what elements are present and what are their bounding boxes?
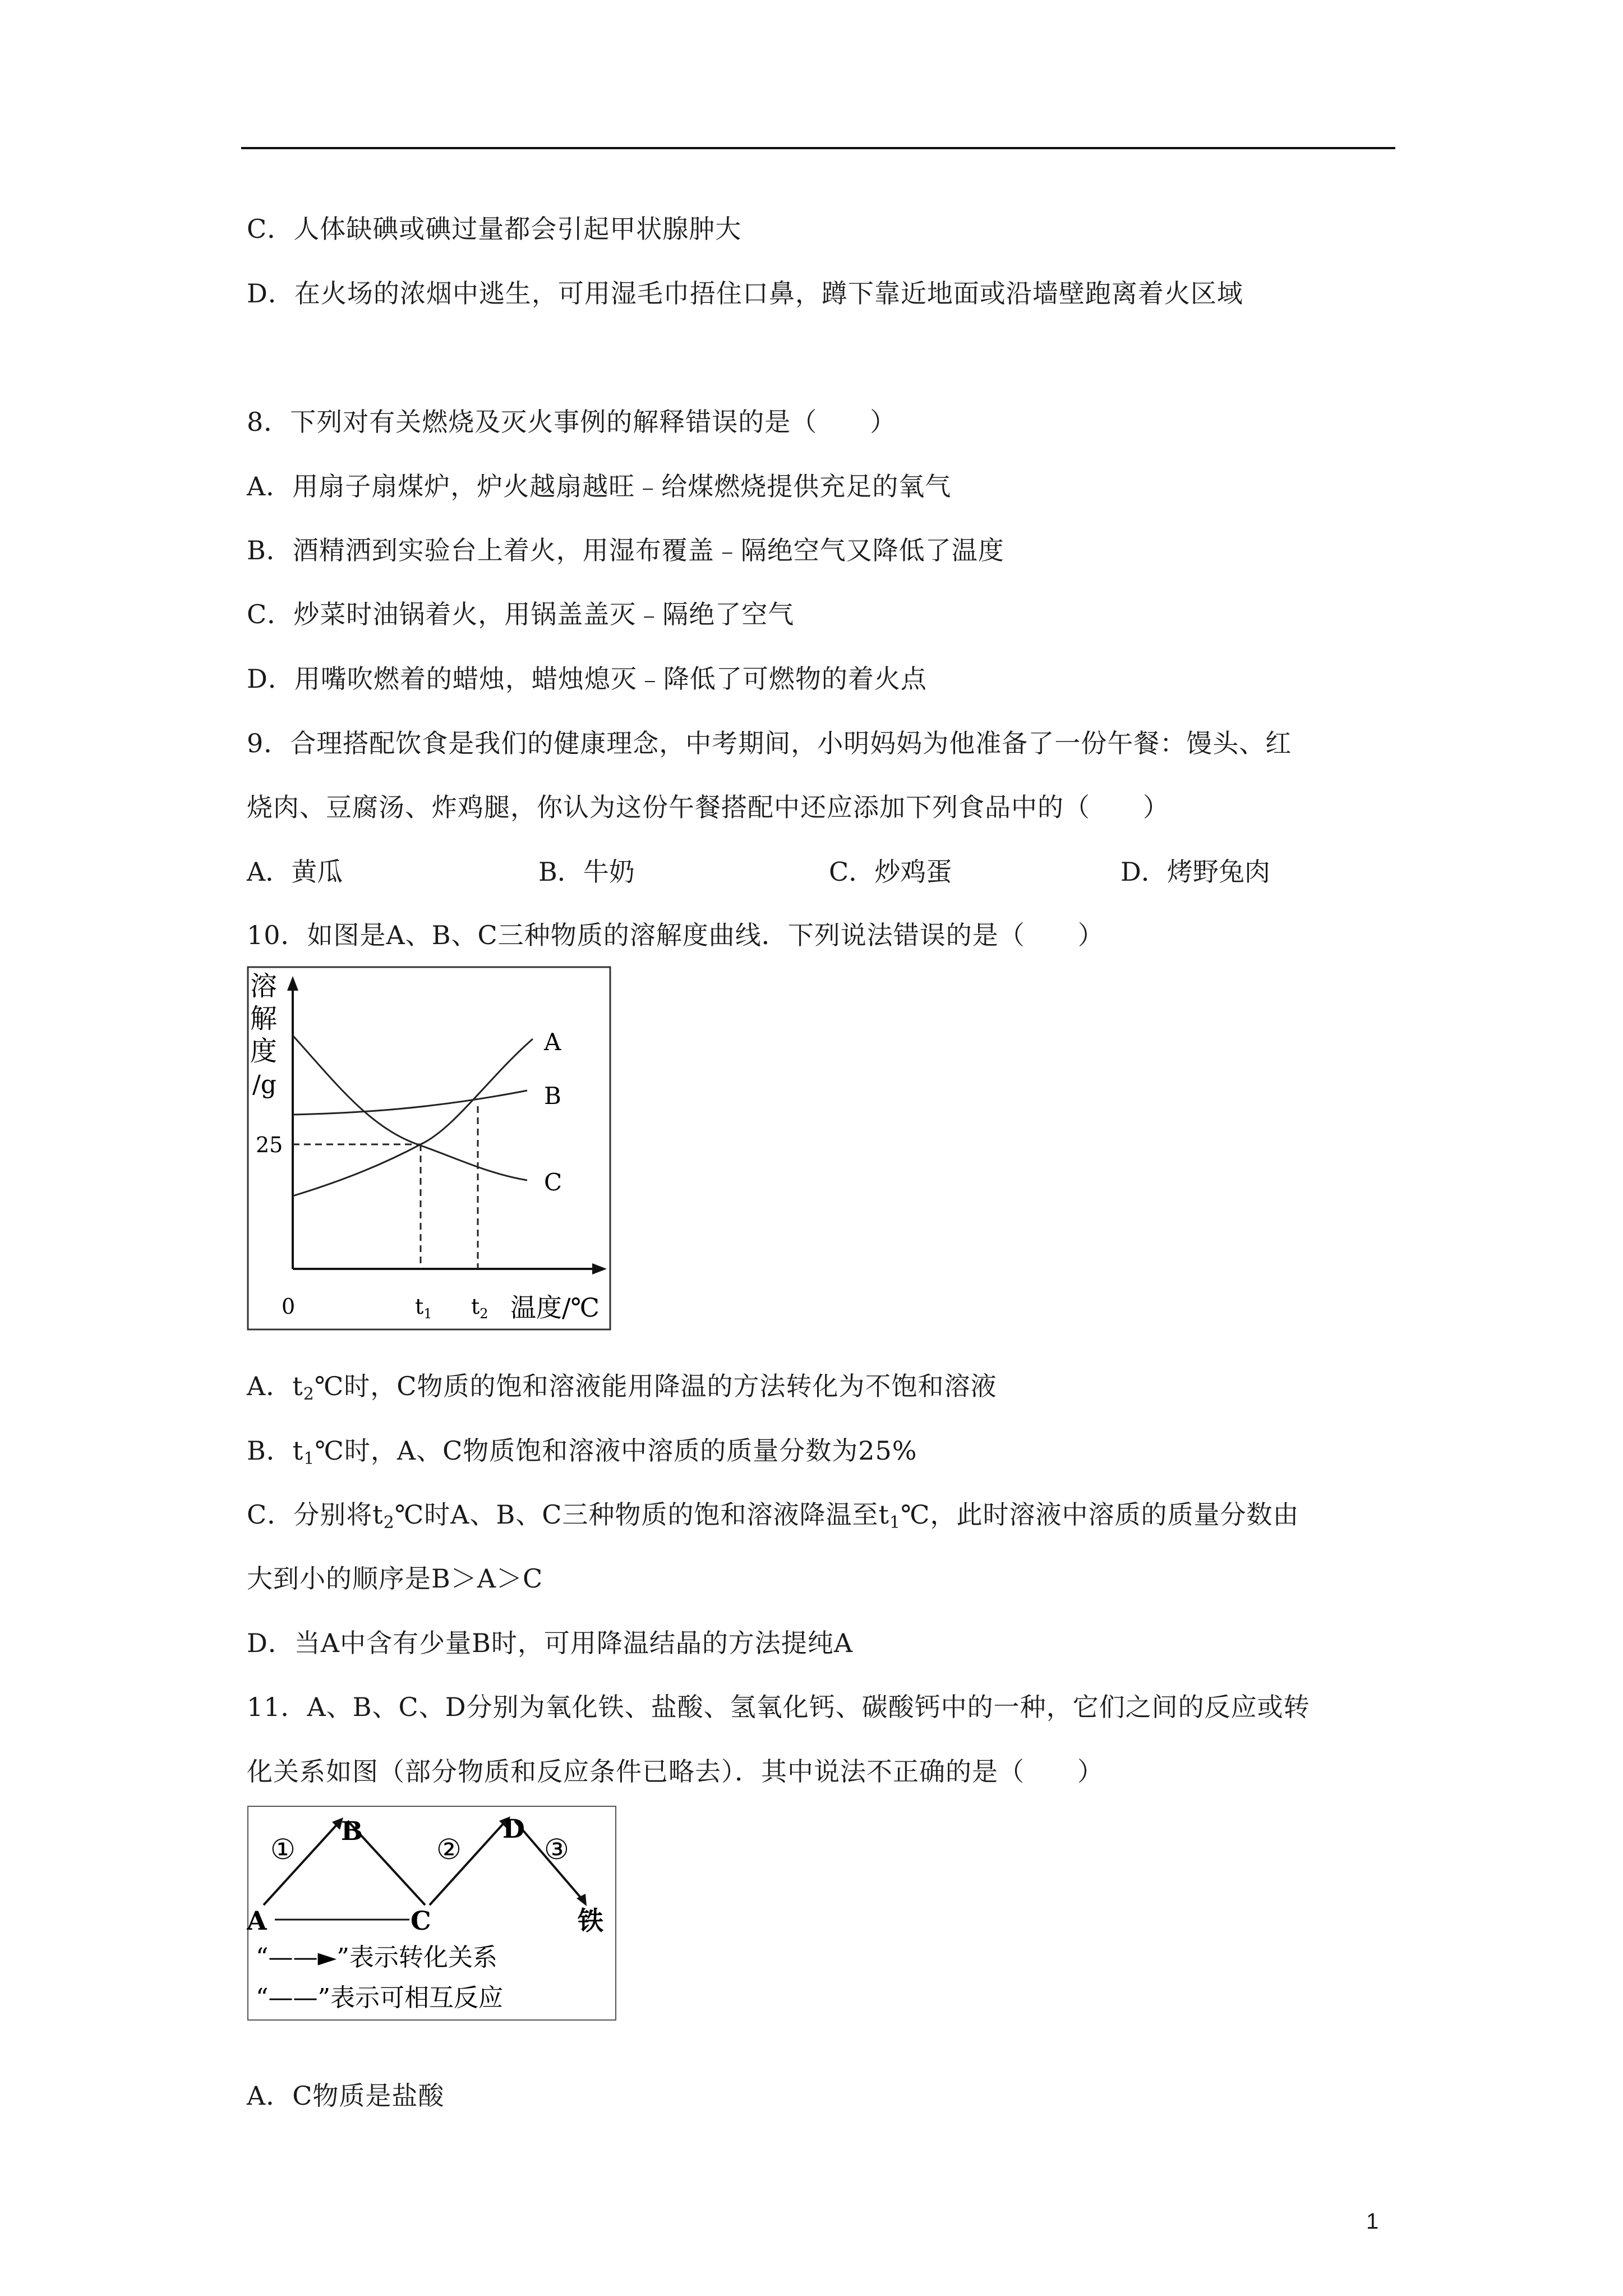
x-axis-label: 温度/℃ xyxy=(510,1292,600,1323)
series-label-b: B xyxy=(544,1082,561,1110)
header-rule xyxy=(241,147,1395,149)
x-axis-arrow xyxy=(592,1263,607,1274)
q9-stem-line2: 烧肉、豆腐汤、炸鸡腿，你认为这份午餐搭配中还应添加下列食品中的（ ） xyxy=(247,792,1169,822)
step-1-label: ① xyxy=(270,1833,296,1866)
q8-option-c: C．炒菜时油锅着火，用锅盖盖灭﹣隔绝了空气 xyxy=(247,599,795,629)
curve-b xyxy=(293,1091,527,1115)
q10-stem: 10．如图是A、B、C三种物质的溶解度曲线．下列说法错误的是（ ） xyxy=(247,920,1104,950)
q11-stem-line2: 化关系如图（部分物质和反应条件已略去）．其中说法不正确的是（ ） xyxy=(247,1756,1104,1787)
q7-option-d: D．在火场的浓烟中逃生，可用湿毛巾捂住口鼻，蹲下靠近地面或沿墙壁跑离着火区域 xyxy=(247,278,1243,309)
series-label-c: C xyxy=(544,1168,562,1196)
q11-stem-line1: 11．A、B、C、D分别为氧化铁、盐酸、氢氧化钙、碳酸钙中的一种，它们之间的反应或转 xyxy=(247,1692,1310,1722)
ylabel-char-3: 度 xyxy=(250,1036,278,1067)
node-d: D xyxy=(502,1814,525,1844)
y-tick-25: 25 xyxy=(256,1133,283,1157)
step-2-label: ② xyxy=(436,1833,462,1866)
q11-option-a: A．C物质是盐酸 xyxy=(247,2081,445,2111)
q8-option-d: D．用嘴吹燃着的蜡烛，蜡烛熄灭﹣降低了可燃物的着火点 xyxy=(247,664,927,694)
q9-option-a: A．黄瓜 xyxy=(247,857,343,887)
q10-option-c-line2: 大到小的顺序是B＞A＞C xyxy=(247,1563,543,1594)
q7-option-c: C．人体缺碘或碘过量都会引起甲状腺肿大 xyxy=(247,214,742,244)
solubility-chart xyxy=(247,966,611,1331)
ylabel-char-2: 解 xyxy=(250,1003,278,1034)
y-axis-arrow xyxy=(287,976,298,991)
node-b: B xyxy=(341,1816,363,1846)
q10-option-d: D．当A中含有少量B时，可用降温结晶的方法提纯A xyxy=(247,1628,854,1658)
q10-option-c-line1: C．分别将$t_2℃$时A、B、C三种物质的饱和溶液降温至$t_1℃$，此时溶液中溶质的质量分数由 xyxy=(247,1499,1299,1533)
q9-option-d: D．烤野兔肉 xyxy=(1121,857,1270,887)
q8-stem: 8．下列对有关燃烧及灭火事例的解释错误的是（ ） xyxy=(247,407,897,437)
legend-conversion: “——►”表示转化关系 xyxy=(256,1943,497,1972)
reaction-diagram xyxy=(247,1805,617,2021)
node-iron: 铁 xyxy=(578,1906,603,1936)
q8-option-b: B．酒精洒到实验台上着火，用湿布覆盖﹣隔绝空气又降低了温度 xyxy=(247,535,1004,565)
node-a: A xyxy=(247,1906,267,1936)
x-tick-t2: $t_2$ xyxy=(471,1294,488,1322)
q9-option-b: B．牛奶 xyxy=(538,857,635,887)
y-unit: /g xyxy=(252,1070,276,1099)
node-c: C xyxy=(411,1906,431,1936)
ylabel-char-1: 溶 xyxy=(250,970,278,1002)
q10-option-a: A．$t_2℃$时，C物质的饱和溶液能用降温的方法转化为不饱和溶液 xyxy=(247,1371,997,1404)
origin-label: 0 xyxy=(282,1294,296,1319)
q9-stem-line1: 9．合理搭配饮食是我们的健康理念，中考期间，小明妈妈为他准备了一份午餐：馒头、红 xyxy=(247,728,1292,758)
legend-reaction: “——”表示可相互反应 xyxy=(256,1984,503,2012)
x-tick-t1: $t_1$ xyxy=(415,1294,432,1322)
step-3-label: ③ xyxy=(544,1833,569,1866)
q10-option-b: B．$t_1℃$时，A、C物质饱和溶液中溶质的质量分数为25% xyxy=(247,1435,917,1469)
q9-option-c: C．炒鸡蛋 xyxy=(829,857,952,887)
series-label-a: A xyxy=(544,1028,561,1056)
q8-option-a: A．用扇子扇煤炉，炉火越扇越旺﹣给煤燃烧提供充足的氧气 xyxy=(247,471,952,501)
page-number: 1 xyxy=(1366,2209,1379,2234)
